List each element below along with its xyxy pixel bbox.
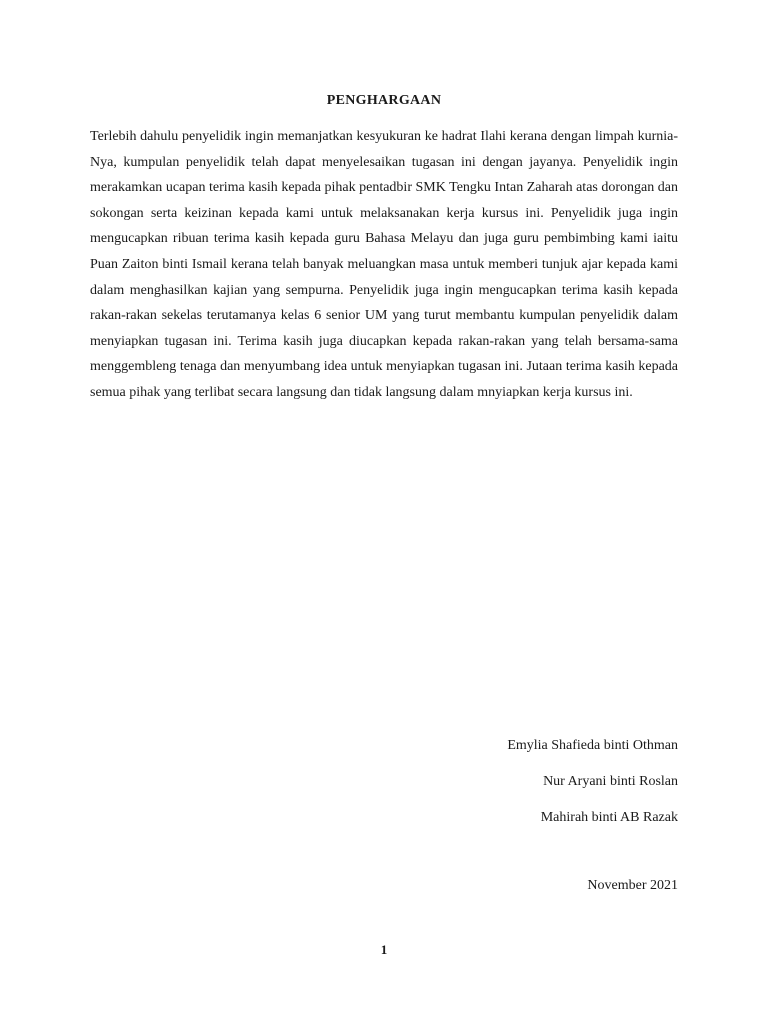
acknowledgement-paragraph: Terlebih dahulu penyelidik ingin memanjatkan kesyukuran ke hadrat Ilahi kerana dengan limpah kurnia-Nya, kumpulan penyelidik telah dapat menyelesaikan tugasan ini dengan jayanya. Penyelidik ingin merakamkan ucapan terima kasih kepada pihak pentadbir SMK Tengku Intan Zaharah atas dorongan dan sokongan serta keizinan kepada kami untuk melaksanakan kerja kursus ini. Penyelidik juga ingin mengucapkan ribuan terima kasih kepada guru Bahasa Melayu dan juga guru pembimbing kami iaitu Puan Zaiton binti Ismail kerana telah banyak meluangkan masa untuk memberi tunjuk ajar kepada kami dalam menghasilkan kajian yang sempurna. Penyelidik juga ingin mengucapkan terima kasih kepada rakan-rakan sekelas terutamanya kelas 6 senior UM yang turut membantu kumpulan penyelidik dalam menyiapkan tugasan ini. Terima kasih juga diucapkan kepada rakan-rakan yang telah bersama-sama menggembleng tenaga dan menyumbang idea untuk menyiapkan tugasan ini. Jutaan terima kasih kepada semua pihak yang terlibat secara langsung dan tidak langsung dalam mnyiapkan kerja kursus ini. — [90, 129, 678, 400]
document-date: November 2021 — [587, 878, 678, 893]
page-title: PENGHARGAAN — [326, 93, 442, 108]
signatory-name: Nur Aryani binti Roslan — [543, 774, 678, 789]
signatory-name: Mahirah binti AB Razak — [540, 810, 678, 825]
signatories-block — [507, 735, 678, 843]
signatory-name: Emylia Shafieda binti Othman — [507, 738, 678, 753]
page-number: 1 — [380, 942, 388, 957]
